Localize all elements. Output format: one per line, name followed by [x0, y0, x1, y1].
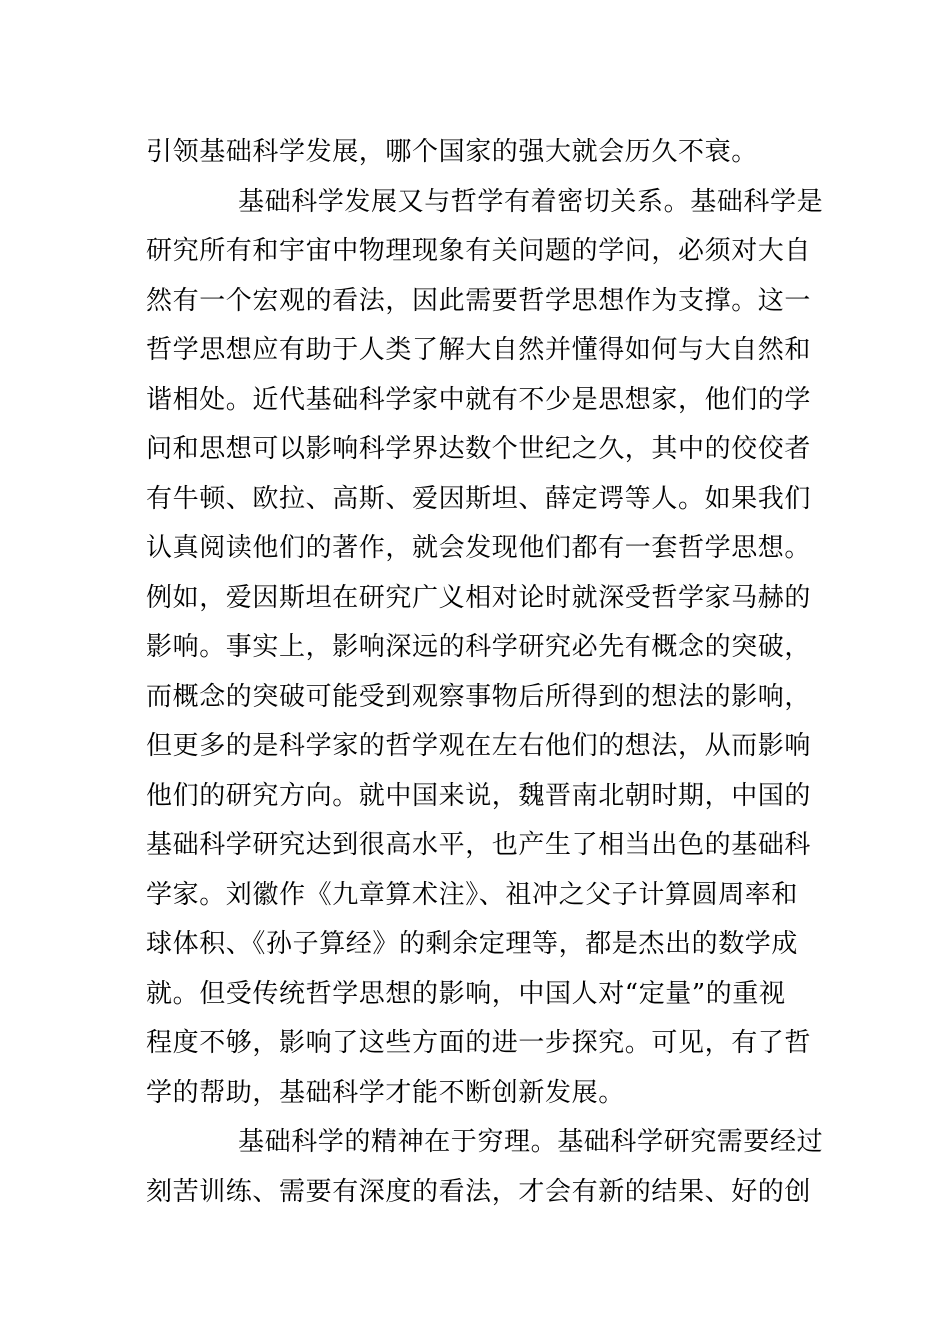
text-line: 就。但受传统哲学思想的影响，中国人对“定量”的重视 [146, 978, 786, 1009]
text-line: 程度不够，影响了这些方面的进一步探究。可见，有了哲 [146, 1028, 812, 1058]
text-line: 但更多的是科学家的哲学观在左右他们的想法，从而影响 [146, 731, 812, 761]
text-line: 研究所有和宇宙中物理现象有关问题的学问，必须对大自 [146, 236, 812, 266]
text-line: 然有一个宏观的看法，因此需要哲学思想作为支撑。这一 [146, 285, 812, 316]
text-line: 问和思想可以影响科学界达数个世纪之久，其中的佼佼者 [146, 434, 812, 464]
text-line: 认真阅读他们的著作，就会发现他们都有一套哲学思想。 [146, 533, 812, 563]
text-line: 例如，爱因斯坦在研究广义相对论时就深受哲学家马赫的 [146, 582, 812, 613]
text-line: 刻苦训练、需要有深度的看法，才会有新的结果、好的创 [146, 1176, 812, 1207]
text-line: 影响。事实上，影响深远的科学研究必先有概念的突破， [146, 632, 812, 662]
text-line: 有牛顿、欧拉、高斯、爱因斯坦、薛定谔等人。如果我们 [146, 483, 812, 514]
text-line: 引领基础科学发展，哪个国家的强大就会历久不衰。 [146, 137, 758, 167]
text-line: 他们的研究方向。就中国来说，魏晋南北朝时期，中国的 [146, 780, 812, 811]
text-line: 学家。刘徽作《九章算术注》、祖冲之父子计算圆周率和 [146, 879, 799, 910]
text-line: 谐相处。近代基础科学家中就有不少是思想家，他们的学 [146, 384, 812, 415]
paragraph-1 [146, 128, 810, 178]
text-line: 基础科学的精神在于穷理。基础科学研究需要经过 [238, 1127, 824, 1157]
text-line: 基础科学发展又与哲学有着密切关系。基础科学是 [238, 186, 824, 217]
paragraph-3 [146, 1118, 824, 1217]
text-line: 学的帮助，基础科学才能不断创新发展。 [146, 1077, 625, 1108]
text-line: 而概念的突破可能受到观察事物后所得到的想法的影响， [146, 681, 812, 712]
body-text [146, 128, 824, 1217]
text-line: 基础科学研究达到很高水平，也产生了相当出色的基础科 [146, 830, 812, 860]
text-line: 哲学思想应有助于人类了解大自然并懂得如何与大自然和 [146, 335, 812, 365]
text-line: 球体积、《孙子算经》的剩余定理等，都是杰出的数学成 [146, 929, 799, 959]
paragraph-2 [146, 178, 824, 1119]
